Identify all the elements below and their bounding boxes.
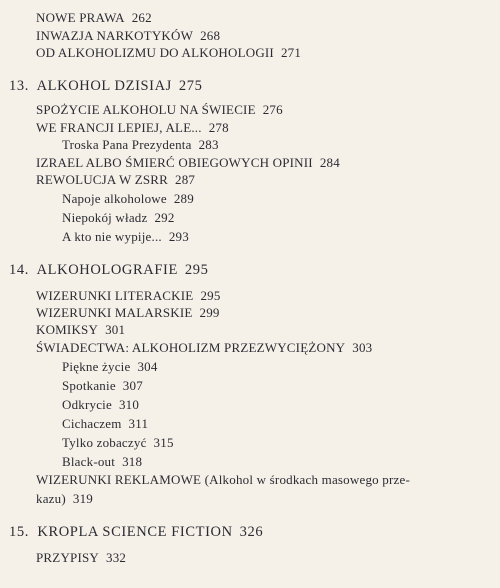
entry-title: Troska Pana Prezydenta bbox=[62, 137, 192, 152]
entry-page: 295 bbox=[200, 288, 221, 303]
toc-subentry bbox=[62, 454, 142, 469]
entry-title: WE FRANCJI LEPIEJ, ALE... bbox=[36, 120, 202, 135]
entry-page: 319 bbox=[72, 491, 93, 506]
entry-title: SPOŻYCIE ALKOHOLU NA ŚWIECIE bbox=[36, 102, 256, 117]
chapter-title: KROPLA SCIENCE FICTION bbox=[37, 524, 233, 540]
chapter-heading-13 bbox=[9, 79, 202, 94]
chapter-title: ALKOHOLOGRAFIE bbox=[36, 262, 178, 278]
entry-title: REWOLUCJA W ZSRR bbox=[36, 172, 169, 187]
entry-page: 307 bbox=[122, 378, 143, 393]
chapter-number: 15. bbox=[9, 524, 29, 540]
toc-entry bbox=[36, 45, 301, 60]
entry-page: 318 bbox=[122, 454, 143, 469]
toc-subentry bbox=[62, 137, 219, 152]
entry-page: 332 bbox=[106, 550, 127, 565]
toc-entry bbox=[36, 28, 220, 43]
entry-page: 289 bbox=[173, 191, 194, 206]
entry-title: Black-out bbox=[62, 454, 116, 469]
toc-entry bbox=[36, 102, 283, 117]
entry-title: IZRAEL ALBO ŚMIERĆ OBIEGOWYCH OPINII bbox=[36, 155, 313, 170]
entry-page: 299 bbox=[199, 305, 220, 320]
entry-page: 287 bbox=[175, 172, 196, 187]
chapter-page: 275 bbox=[178, 78, 203, 94]
toc-subentry bbox=[62, 416, 148, 431]
toc-subentry bbox=[62, 435, 174, 450]
entry-page: 303 bbox=[352, 340, 373, 355]
entry-title: kazu) bbox=[36, 491, 66, 506]
entry-title: OD ALKOHOLIZMU DO ALKOHOLOGII bbox=[36, 45, 274, 60]
toc-entry bbox=[36, 155, 340, 170]
entry-page: 315 bbox=[153, 435, 174, 450]
toc-entry-continued bbox=[36, 491, 93, 506]
chapter-number: 14. bbox=[9, 262, 29, 278]
toc-subentry bbox=[62, 191, 194, 206]
chapter-heading-14 bbox=[9, 263, 208, 278]
entry-page: 293 bbox=[168, 229, 189, 244]
toc-subentry bbox=[62, 397, 139, 412]
entry-title: PRZYPISY bbox=[36, 550, 100, 565]
toc-entry bbox=[36, 305, 220, 320]
entry-title: Tylko zobaczyć bbox=[62, 435, 147, 450]
toc-entry bbox=[36, 340, 372, 355]
entry-title: Niepokój władz bbox=[62, 210, 148, 225]
entry-title: ŚWIADECTWA: ALKOHOLIZM PRZEZWYCIĘŻONY bbox=[36, 340, 346, 355]
entry-page: 304 bbox=[137, 359, 158, 374]
toc-entry bbox=[36, 10, 152, 25]
entry-page: 276 bbox=[262, 102, 283, 117]
entry-page: 283 bbox=[198, 137, 219, 152]
entry-page: 278 bbox=[208, 120, 229, 135]
entry-title: INWAZJA NARKOTYKÓW bbox=[36, 28, 194, 43]
chapter-page: 295 bbox=[184, 262, 209, 278]
entry-title: WIZERUNKI REKLAMOWE (Alkohol w środkach masowego prze- bbox=[36, 472, 410, 487]
entry-title: Odkrycie bbox=[62, 397, 112, 412]
entry-title: Spotkanie bbox=[62, 378, 116, 393]
toc-subentry bbox=[62, 378, 143, 393]
entry-title: Piękne życie bbox=[62, 359, 131, 374]
chapter-title: ALKOHOL DZISIAJ bbox=[36, 78, 172, 94]
toc-entry bbox=[36, 172, 195, 187]
entry-title: WIZERUNKI MALARSKIE bbox=[36, 305, 193, 320]
entry-title: NOWE PRAWA bbox=[36, 10, 125, 25]
toc-entry-footnotes bbox=[36, 550, 126, 565]
chapter-heading-15 bbox=[9, 525, 263, 540]
toc-entry bbox=[36, 322, 125, 337]
entry-page: 311 bbox=[128, 416, 149, 431]
entry-page: 292 bbox=[154, 210, 175, 225]
entry-page: 262 bbox=[131, 10, 152, 25]
toc-entry bbox=[36, 288, 221, 303]
entry-title: Cichaczem bbox=[62, 416, 122, 431]
entry-page: 268 bbox=[200, 28, 221, 43]
entry-title: KOMIKSY bbox=[36, 322, 99, 337]
entry-page: 301 bbox=[105, 322, 126, 337]
entry-page: 284 bbox=[319, 155, 340, 170]
toc-entry bbox=[36, 472, 410, 487]
entry-title: Napoje alkoholowe bbox=[62, 191, 167, 206]
toc-subentry bbox=[62, 359, 158, 374]
entry-page: 310 bbox=[118, 397, 140, 412]
entry-page: 271 bbox=[280, 45, 302, 60]
toc-entry bbox=[36, 120, 229, 135]
entry-title: WIZERUNKI LITERACKIE bbox=[36, 288, 194, 303]
entry-title: A kto nie wypije... bbox=[62, 229, 162, 244]
chapter-number: 13. bbox=[9, 78, 29, 94]
chapter-page: 326 bbox=[239, 524, 264, 540]
toc-subentry bbox=[62, 229, 189, 244]
toc-subentry bbox=[62, 210, 175, 225]
